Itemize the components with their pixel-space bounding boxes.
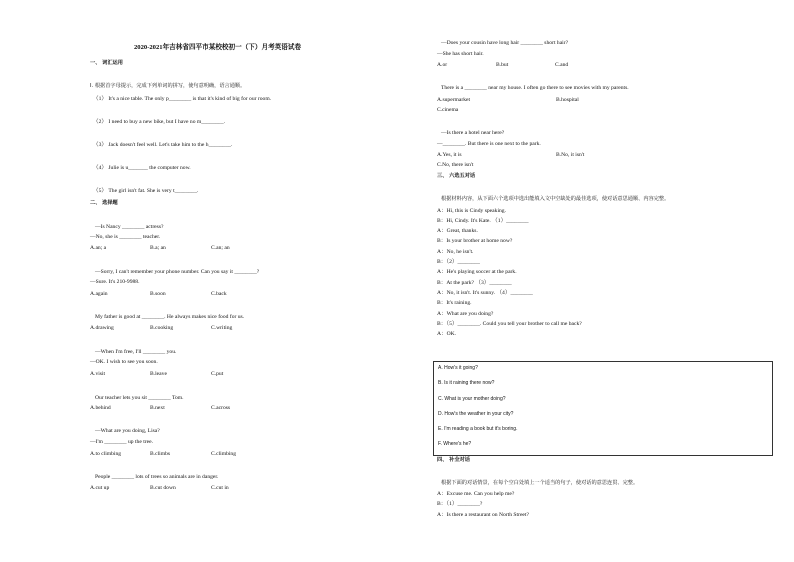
option-b: B.hospital <box>556 97 579 103</box>
box-option-f: F. Where's he? <box>438 441 472 447</box>
question-line: —I'm ________ up the tree. <box>90 439 153 445</box>
dialogue-line: B：Is your brother at home now? <box>437 238 513 244</box>
vocab-item-3: （3） Jack doesn't feel well. Let's take him to the h________. <box>93 142 233 148</box>
option-b: B.leave <box>150 371 167 377</box>
question-line: —She has short hair. <box>437 51 484 57</box>
dialogue-line: A：What are you doing? <box>437 311 494 317</box>
dialogue-line: B：（5）________. Could you tell your brother to call me back? <box>437 321 582 327</box>
option-c: C.No, there isn't <box>437 162 474 168</box>
question-line: —OK. I wish to see you soon. <box>90 359 158 365</box>
option-a: A.again <box>90 291 108 297</box>
option-c: C.and <box>555 62 569 68</box>
dialogue-line: A：Excuse me. Can you help me? <box>437 491 515 497</box>
dialogue-line: A：No, he isn't. <box>437 249 474 255</box>
box-option-b: B. Is it raining there now? <box>438 380 495 386</box>
option-c: C.back <box>211 291 227 297</box>
dialogue-line: A：No, it isn't. It's sunny. （4）________ <box>437 290 533 296</box>
question-line: —________. But there is one next to the park. <box>437 141 541 147</box>
question-line: —No, she is ________ teacher. <box>90 234 161 240</box>
question-line: My father is good at ________. He always makes nice food for us. <box>95 314 245 320</box>
question-line: —Sorry, I can't remember your phone number. Can you say it ________? <box>95 269 260 275</box>
question-line: —Sure. It's 210-9988. <box>90 279 140 285</box>
box-option-c: C. What is your mother doing? <box>438 396 506 402</box>
option-c: C.across <box>211 405 231 411</box>
section-instruction: 根据下面的对话情景，在每个空白处填上一个适当的句子，使对话的意思连贯、完整。 <box>441 480 639 486</box>
option-b: B.No, it isn't <box>556 152 585 158</box>
vocab-item-1: （1） It's a nice table. The only p________ is that it's kind of big for our room. <box>93 96 272 102</box>
option-b: B.next <box>150 405 165 411</box>
option-a: A.cut up <box>90 485 110 491</box>
question-line: —Is Nancy ________ actress? <box>95 224 164 230</box>
question-line: —When I'm free, I'll ________ you. <box>95 349 177 355</box>
option-c: C.cinema <box>437 107 459 113</box>
question-line: —Is there a hotel near here? <box>441 130 505 136</box>
question-line: —Does your cousin have long hair ________ short hair? <box>441 40 569 46</box>
section-heading-vocabulary: 一、 词汇运用 <box>90 60 123 66</box>
option-c: C.climbing <box>211 451 237 457</box>
dialogue-line: B：（2）________ <box>437 259 480 265</box>
vocab-item-2: （2） I need to buy a new bike, but I have no m________. <box>93 119 226 125</box>
vocab-item-4: （4） Julie is u_______ the computer now. <box>93 165 191 171</box>
section-instruction: 根据材料内容，从下面六个选项中选出能填入文中空缺处的最佳选项，使对话意思通顺、内容完整。 <box>441 196 670 202</box>
option-b: B.a; an <box>150 245 166 251</box>
option-a: A.behind <box>90 405 111 411</box>
option-a: A.to climbing <box>90 451 122 457</box>
dialogue-line: A：Great, thanks. <box>437 228 478 234</box>
dialogue-line: A：Is there a restaurant on North Street? <box>437 512 529 518</box>
option-c: C.writing <box>211 325 233 331</box>
vocab-item-5: （5） The girl isn't fat. She is very t________. <box>93 188 199 194</box>
box-option-a: A. How's it going? <box>438 365 478 371</box>
section-heading-choice: 二、 选择题 <box>90 200 118 206</box>
dialogue-line: B：（1）________? <box>437 501 483 507</box>
box-option-e: E. I'm reading a book but it's boring. <box>438 426 518 432</box>
dialogue-line: A：OK. <box>437 331 457 337</box>
option-b: B.cut down <box>150 485 176 491</box>
question-line: Our teacher lets you sit ________ Tom. <box>95 395 184 401</box>
section-heading-completion: 四、 补全对话 <box>437 457 470 463</box>
options-box <box>433 361 773 456</box>
option-a: A.drawing <box>90 325 114 331</box>
dialogue-line: A：Hi, this is Cindy speaking. <box>437 208 506 214</box>
section-instruction: I. 根据首字母提示，完成下列单词的拼写，使句意明确，语言通顺。 <box>90 83 246 89</box>
option-a: A.visit <box>90 371 106 377</box>
question-line: People ________ lots of trees so animals are in danger. <box>95 474 219 480</box>
option-b: B.but <box>496 62 509 68</box>
question-line: —What are you doing, Lisa? <box>95 428 160 434</box>
option-c: C.put <box>211 371 224 377</box>
box-option-d: D. How's the weather in your city? <box>438 411 514 417</box>
option-b: B.climbs <box>150 451 171 457</box>
dialogue-line: A：He's playing soccer at the park. <box>437 269 517 275</box>
option-b: B.cooking <box>150 325 174 331</box>
dialogue-line: B：It's raining. <box>437 300 472 306</box>
option-a: A.supermarket <box>437 97 471 103</box>
dialogue-line: B：Hi, Cindy. It's Kate. （1）________ <box>437 218 529 224</box>
option-c: C.cut in <box>211 485 229 491</box>
section-heading-dialogue: 三、 六选五对话 <box>437 173 476 179</box>
option-a: A.Yes, it is <box>437 152 462 158</box>
option-a: A.or <box>437 62 448 68</box>
option-b: B.soon <box>150 291 166 297</box>
option-c: C.an; an <box>211 245 230 251</box>
option-a: A.an; a <box>90 245 107 251</box>
dialogue-line: B：At the park? （3）________ <box>437 280 512 286</box>
exam-title: 2020-2021年吉林省四平市某校校初一（下）月考英语试卷 <box>134 44 302 51</box>
question-line: There is a ________ near my house. I often go there to see movies with my parents. <box>441 85 629 91</box>
